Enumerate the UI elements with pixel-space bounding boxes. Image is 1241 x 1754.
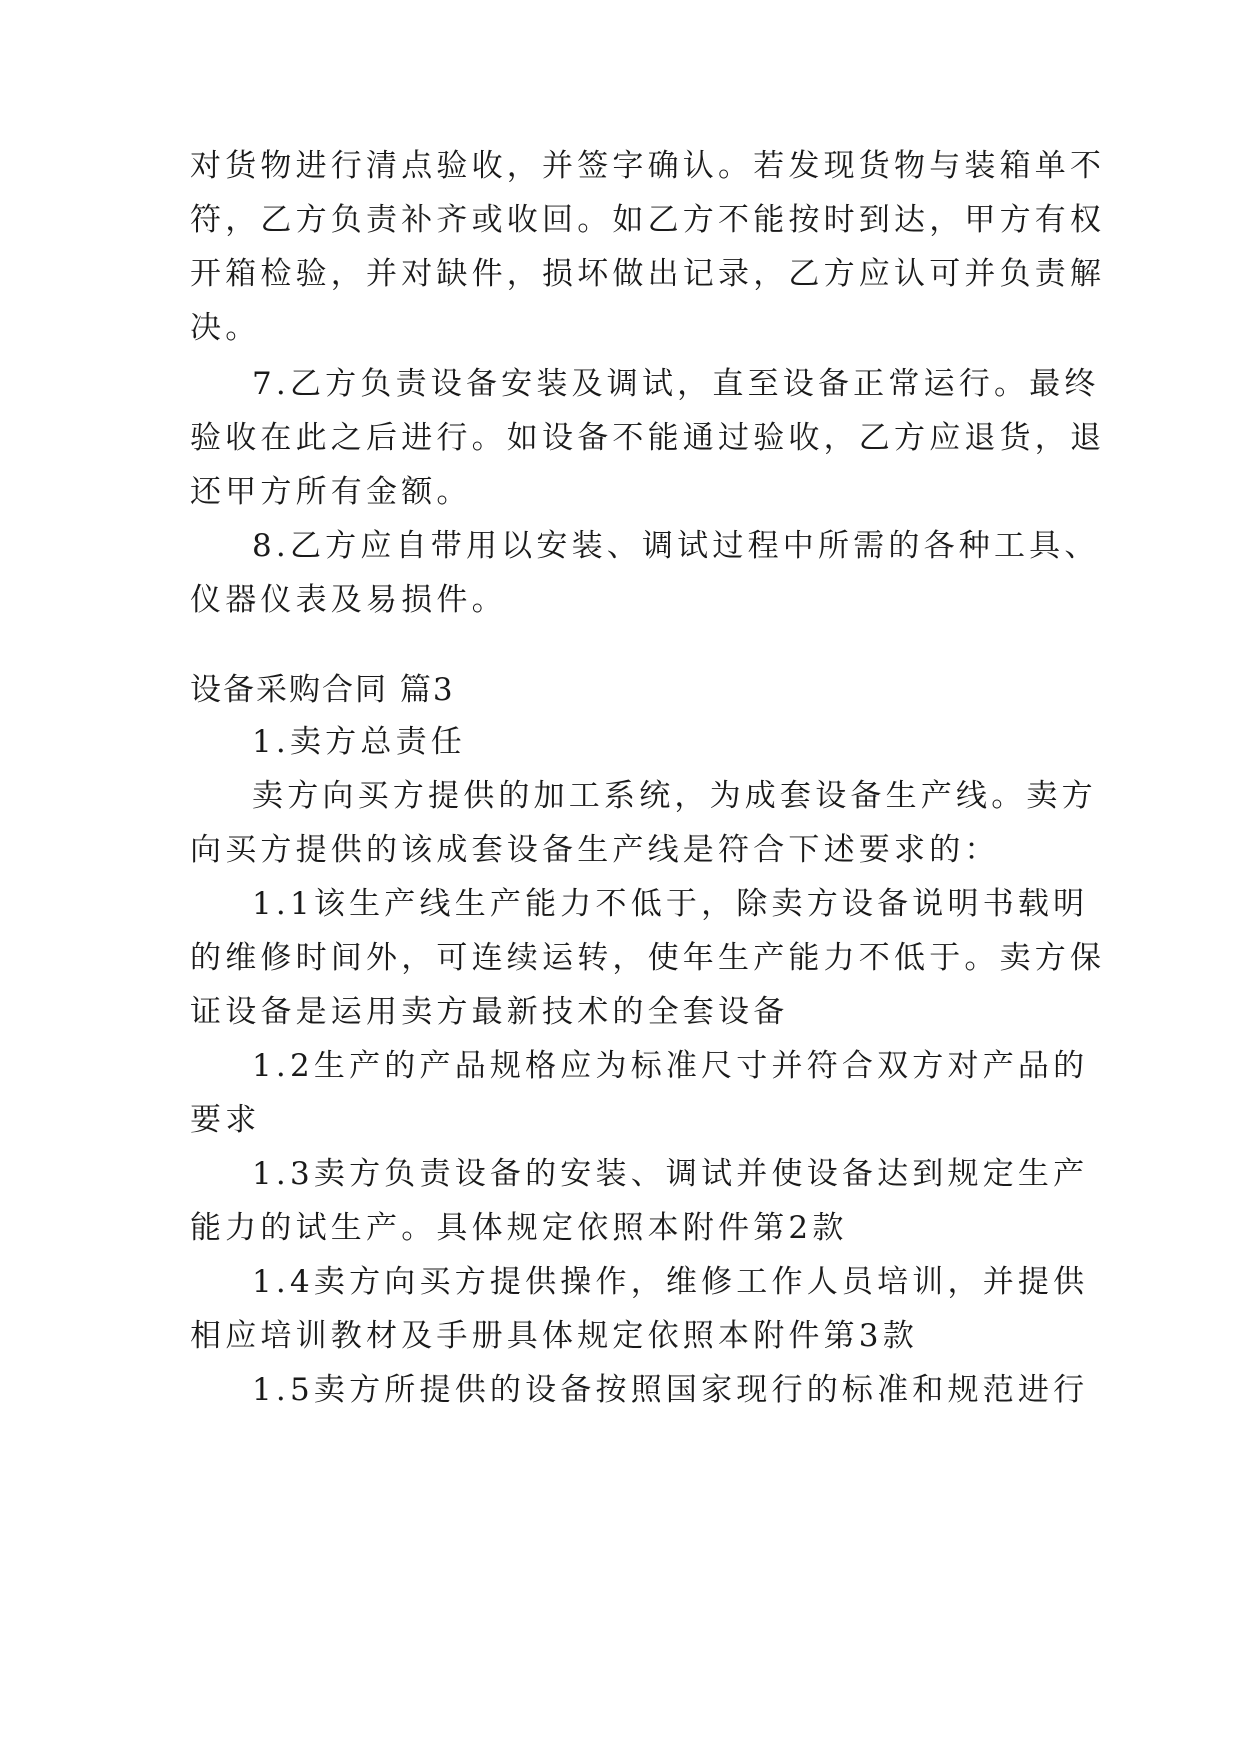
paragraph-line: 1.1该生产线生产能力不低于，除卖方设备说明书载明 xyxy=(252,886,1089,922)
paragraph-line: 1.5卖方所提供的设备按照国家现行的标准和规范进行 xyxy=(252,1372,1089,1408)
paragraph-line: 8.乙方应自带用以安装、调试过程中所需的各种工具、 xyxy=(252,528,1100,564)
paragraph-line: 仪器仪表及易损件。 xyxy=(190,582,507,618)
paragraph-line: 证设备是运用卖方最新技术的全套设备 xyxy=(190,994,789,1030)
paragraph-line: 的维修时间外，可连续运转，使年生产能力不低于。卖方保 xyxy=(190,940,1106,976)
paragraph-line: 1.4卖方向买方提供操作，维修工作人员培训，并提供 xyxy=(252,1264,1089,1300)
clause-title: 1.卖方总责任 xyxy=(252,724,466,760)
paragraph-line: 相应培训教材及手册具体规定依照本附件第3款 xyxy=(190,1318,918,1354)
paragraph-line: 要求 xyxy=(190,1102,261,1138)
paragraph-line: 7.乙方负责设备安装及调试，直至设备正常运行。最终 xyxy=(252,366,1100,402)
paragraph-line: 1.2生产的产品规格应为标准尺寸并符合双方对产品的 xyxy=(252,1048,1089,1084)
paragraph-line: 决。 xyxy=(190,310,261,346)
paragraph-line: 卖方向买方提供的加工系统，为成套设备生产线。卖方 xyxy=(252,778,1097,814)
paragraph-line: 开箱检验，并对缺件，损坏做出记录，乙方应认可并负责解 xyxy=(190,256,1106,292)
paragraph-line: 1.3卖方负责设备的安装、调试并使设备达到规定生产 xyxy=(252,1156,1089,1192)
paragraph-line: 符，乙方负责补齐或收回。如乙方不能按时到达，甲方有权 xyxy=(190,202,1106,238)
paragraph-line: 还甲方所有金额。 xyxy=(190,474,472,510)
paragraph-line: 对货物进行清点验收，并签字确认。若发现货物与装箱单不 xyxy=(190,148,1106,184)
paragraph-line: 验收在此之后进行。如设备不能通过验收，乙方应退货，退 xyxy=(190,420,1106,456)
paragraph-line: 能力的试生产。具体规定依照本附件第2款 xyxy=(190,1210,848,1246)
paragraph-line: 向买方提供的该成套设备生产线是符合下述要求的： xyxy=(190,832,1000,868)
section-heading: 设备采购合同 篇3 xyxy=(190,672,455,708)
